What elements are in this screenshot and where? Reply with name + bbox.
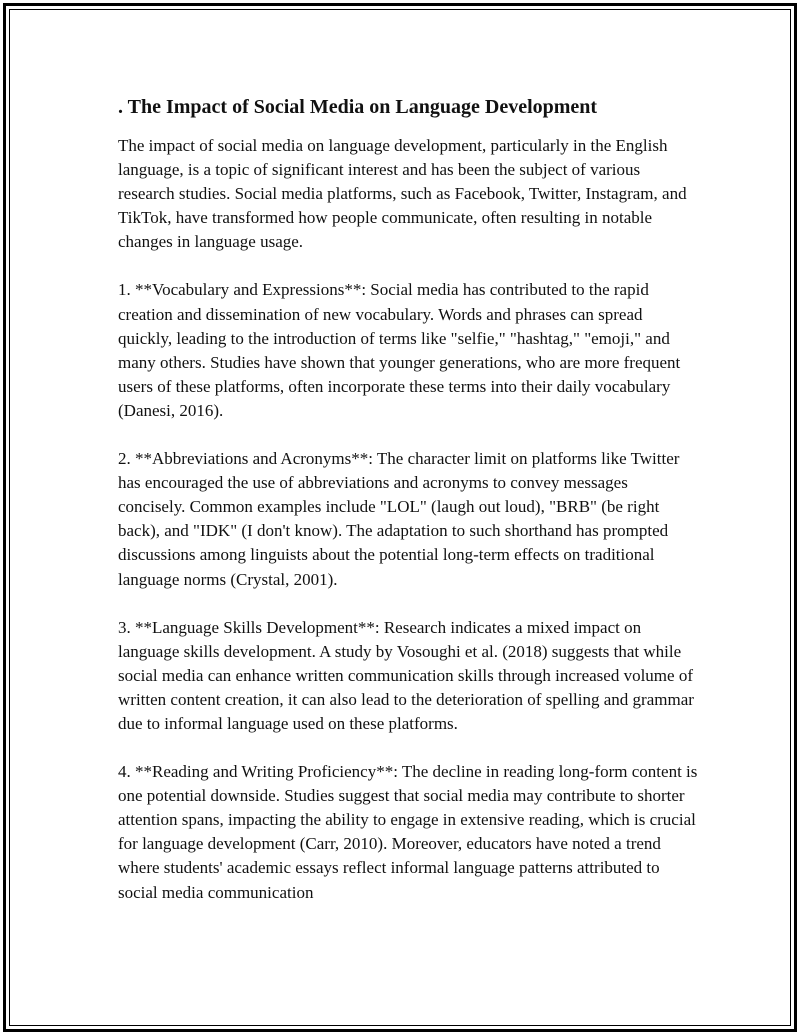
paragraph-abbreviations: 2. **Abbreviations and Acronyms**: The character limit on platforms like Twitter has encouraged the use of abbreviations and acronyms to convey messages concisely. Common examples include "LOL" (laugh out loud), "BRB" (be right back), and "IDK" (I don't know). The adaptation to such shorthand has prompted discussions among linguists about the potential long-term effects on traditional language norms (Crystal, 2001). (118, 449, 680, 589)
paragraph-vocabulary: 1. **Vocabulary and Expressions**: Social media has contributed to the rapid creation and dissemination of new vocabulary. Words and phrases can spread quickly, leading to the introduction of terms like "selfie," "hashtag," "emoji," and many others. Studies have shown that younger generations, who are more frequent users of these platforms, often incorporate these terms into their daily vocabulary (Danesi, 2016). (118, 280, 681, 420)
document-title: . The Impact of Social Media on Language Development (118, 96, 598, 118)
paragraph-language-skills: 3. **Language Skills Development**: Research indicates a mixed impact on language skills development. A study by Vosoughi et al. (2018) suggests that while social media can enhance written communication skills through increased volume of written content creation, it can also lead to the deterioration of spelling and grammar due to informal language used on these platforms. (118, 617, 694, 733)
document-body (118, 94, 698, 905)
paragraph-intro: The impact of social media on language development, particularly in the English language, is a topic of significant interest and has been the subject of various research studies. Social media platforms, such as Facebook, Twitter, Instagram, and TikTok, have transformed how people communicate, often resulting in notable changes in language usage. (118, 136, 687, 252)
paragraph-reading-writing: 4. **Reading and Writing Proficiency**: The decline in reading long-form content is one potential downside. Studies suggest that social media may contribute to shorter attention spans, impacting the ability to engage in extensive reading, which is crucial for language development (Carr, 2010). Moreover, educators have noted a trend where students' academic essays reflect informal language patterns attributed to social media communication (118, 762, 698, 902)
